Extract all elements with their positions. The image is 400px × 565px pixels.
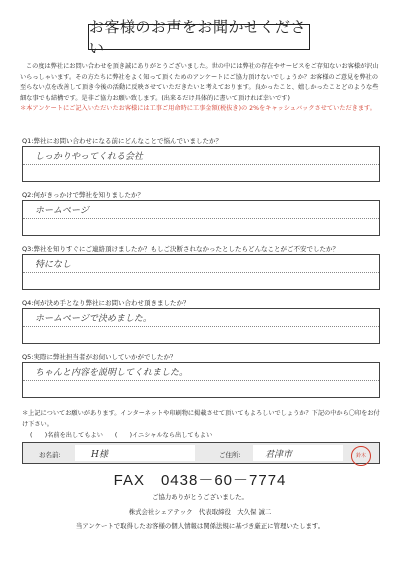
consent-option-name[interactable]: ( )名前を出してもよい bbox=[30, 432, 103, 439]
intro-paragraph: この度は弊社にお問い合わせを頂き誠にありがとうございました。世の中には弊社の存在やサービスをご存知ないお客様が沢山いらっしゃいます。その方たちに弊社をよく知って頂くためのアンケートにご協力頂けないでしょうか？お客様のご意見を弊社の至らない点を改善して頂き今後の活動に反映させていただきたいと考えております。良かったこと、嬉しかったことどのような些細な事でも結構です。是非ご協力お願い致します。(出来るだけ具体的に書いて頂ければ幸いです) bbox=[20, 63, 379, 102]
answer-guide-line bbox=[23, 380, 379, 381]
name-label: お名前: bbox=[39, 451, 61, 459]
cashback-note: ＊本アンケートにご記入いただいたお客様には工事ご用命時に工事金額(税抜き)の 2%をキャッシュバックさせていただきます。 bbox=[20, 105, 376, 113]
address-label: ご住所: bbox=[219, 451, 241, 459]
page-title: お客様のお声をお聞かせください bbox=[88, 24, 310, 50]
question-3-answer: 特になし bbox=[35, 260, 72, 270]
customer-info-row bbox=[22, 442, 380, 464]
intro-text bbox=[20, 62, 382, 115]
question-4-label: Q4:何が決め手となり弊社にお問い合わせ頂きましたか？ bbox=[22, 299, 190, 307]
privacy-notice: 当アンケートで取得したお客様の個人情報は関係法規に基づき厳正に管理いたします。 bbox=[75, 522, 325, 530]
answer-guide-line bbox=[23, 326, 379, 327]
answer-guide-line bbox=[23, 272, 379, 273]
answer-guide-line bbox=[23, 218, 379, 219]
company-signature: 株式会社シェアテック 代表取締役 大久保 誠二 bbox=[128, 508, 272, 516]
publication-consent bbox=[22, 408, 384, 441]
consent-option-initial[interactable]: ( )イニシャルなら出してもよい bbox=[114, 432, 213, 439]
seal-stamp: 鈴木 bbox=[351, 446, 371, 466]
fax-number: FAX 0438－60－7774 bbox=[113, 472, 287, 489]
question-1-label: Q1:弊社にお問い合わせになる前にどんなことで悩んでいましたか？ bbox=[22, 137, 222, 145]
question-1-answer: しっかりやってくれる会社 bbox=[35, 152, 144, 162]
question-4-answer-box[interactable] bbox=[22, 308, 380, 344]
question-5-answer-box[interactable] bbox=[22, 362, 380, 398]
question-2-answer: ホームページ bbox=[35, 206, 89, 216]
question-2-label: Q2:何がきっかけで弊社を知りましたか？ bbox=[22, 191, 144, 199]
name-value: H様 bbox=[91, 450, 108, 460]
answer-guide-line bbox=[23, 164, 379, 165]
thanks-text: ご協力ありがとうございました。 bbox=[152, 493, 248, 501]
question-5-answer: ちゃんと内容を説明してくれました。 bbox=[35, 368, 189, 378]
question-4-answer: ホームページで決めました。 bbox=[35, 314, 152, 324]
question-2-answer-box[interactable] bbox=[22, 200, 380, 236]
consent-text: ＊上記についてお願いがあります。インターネットや印刷物に掲載させて頂いてもよろしいでしょうか？下記の中から〇印をお付け下さい。 bbox=[22, 410, 380, 428]
question-5-label: Q5:実際に弊社担当者がお伺いしていかがでしたか？ bbox=[22, 353, 177, 361]
question-3-label: Q3:弊社を知りすぐにご連絡頂けましたか？もしご決断されなかったとしたらどんなことがご不安でしたか？ bbox=[22, 245, 339, 253]
question-1-answer-box[interactable] bbox=[22, 146, 380, 182]
consent-options bbox=[22, 430, 384, 441]
question-3-answer-box[interactable] bbox=[22, 254, 380, 290]
address-value: 君津市 bbox=[265, 450, 293, 460]
